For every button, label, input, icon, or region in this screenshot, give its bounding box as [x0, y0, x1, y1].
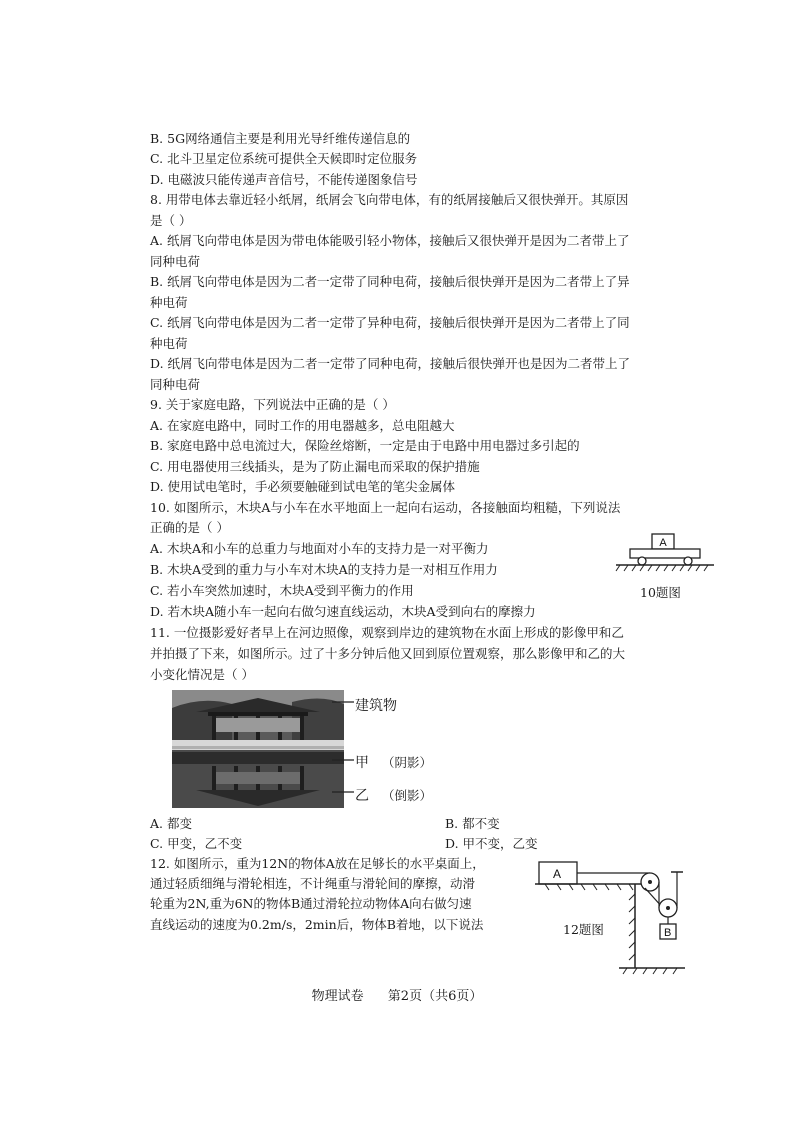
figure-11-building-label: 建筑物	[355, 698, 397, 714]
q11-option-c: C. 甲变，乙不变	[150, 836, 243, 851]
text-line: D. 若木块A随小车一起向右做匀速直线运动，木块A受到向右的摩擦力	[150, 604, 536, 619]
text-line: A. 在家庭电路中，同时工作的用电器越多，总电阻越大	[150, 418, 455, 433]
q12-text-line: 直线运动的速度为0.2m/s，2min后，物体B着地，以下说法	[150, 917, 484, 932]
text-line: 是（ ）	[150, 213, 192, 228]
figure-12-a-label: A	[553, 867, 562, 881]
text-line: D. 使用试电笔时，手必须要触碰到试电笔的笔尖金属体	[150, 479, 456, 494]
text-line: C. 若小车突然加速时，木块A受到平衡力的作用	[150, 583, 414, 598]
text-line: 11. 一位摄影爱好者早上在河边照像，观察到岸边的建筑物在水面上形成的影像甲和乙	[150, 625, 624, 640]
text-line: C. 纸屑飞向带电体是因为二者一定带了异种电荷，接触后很快弹开是因为二者带上了同	[150, 315, 630, 330]
q11-option-b: B. 都不变	[445, 816, 500, 831]
text-line: D. 电磁波只能传递声音信号，不能传递图象信号	[150, 172, 418, 187]
text-line: C. 北斗卫星定位系统可提供全天候即时定位服务	[150, 151, 418, 166]
figure-10-cart-diagram	[610, 530, 720, 572]
text-line: B. 家庭电路中总电流过大，保险丝熔断，一定是由于电路中用电器过多引起的	[150, 438, 580, 453]
figure-11-yi-note: （倒影）	[382, 788, 433, 803]
text-line: 10. 如图所示，木块A与小车在水平地面上一起向右运动，各接触面均粗糙，下列说法	[150, 500, 621, 515]
text-line: C. 用电器使用三线插头，是为了防止漏电而采取的保护措施	[150, 459, 480, 474]
figure-12-caption: 12题图	[563, 922, 604, 937]
text-line: 同种电荷	[150, 254, 201, 269]
text-line: D. 纸屑飞向带电体是因为二者一定带了同种电荷，接触后很快弹开也是因为二者带上了	[150, 356, 631, 371]
text-line: 种电荷	[150, 295, 188, 310]
footer-subject: 物理试卷	[311, 989, 364, 1004]
text-line: A. 木块A和小车的总重力与地面对小车的支持力是一对平衡力	[150, 541, 489, 556]
text-line: 小变化情况是（ ）	[150, 667, 254, 682]
figure-10-block-label: A	[659, 537, 667, 549]
figure-11-photo	[172, 690, 344, 808]
text-line: 9. 关于家庭电路，下列说法中正确的是（ ）	[150, 397, 395, 412]
q12-text-line: 轮重为2N,重为6N的物体B通过滑轮拉动物体A向右做匀速	[150, 896, 472, 911]
text-line: 同种电荷	[150, 377, 201, 392]
figure-11-jia-label: 甲	[355, 755, 369, 771]
text-line: 种电荷	[150, 336, 188, 351]
figure-11-yi-label: 乙	[355, 788, 369, 804]
figure-12-pulley-diagram	[535, 858, 695, 976]
q12-text-line: 通过轻质细绳与滑轮相连，不计绳重与滑轮间的摩擦，动滑	[150, 876, 476, 891]
q11-option-d: D. 甲不变，乙变	[445, 836, 538, 851]
figure-11-jia-note: （阴影）	[382, 755, 433, 770]
q11-option-a: A. 都变	[150, 816, 192, 831]
footer-page-number: 第2页（共6页）	[387, 989, 483, 1004]
text-line: 正确的是（ ）	[150, 520, 229, 535]
text-line: 并拍摄了下来，如图所示。过了十多分钟后他又回到原位置观察，那么影像甲和乙的大	[150, 646, 626, 661]
text-line: A. 纸屑飞向带电体是因为带电体能吸引轻小物体，接触后又很快弹开是因为二者带上了	[150, 233, 630, 248]
page-footer	[0, 985, 794, 1004]
text-line: 8. 用带电体去靠近轻小纸屑，纸屑会飞向带电体，有的纸屑接触后又很快弹开。其原因	[150, 192, 629, 207]
figure-10-caption: 10题图	[640, 585, 681, 600]
text-line: B. 纸屑飞向带电体是因为二者一定带了同种电荷，接触后很快弹开是因为二者带上了异	[150, 274, 630, 289]
figure-12-b-label: B	[664, 927, 672, 939]
text-line: B. 木块A受到的重力与小车对木块A的支持力是一对相互作用力	[150, 562, 498, 577]
text-line: B. 5G网络通信主要是利用光导纤维传递信息的	[150, 131, 411, 146]
q12-text-line: 12. 如图所示，重为12N的物体A放在足够长的水平桌面上，	[150, 856, 485, 871]
